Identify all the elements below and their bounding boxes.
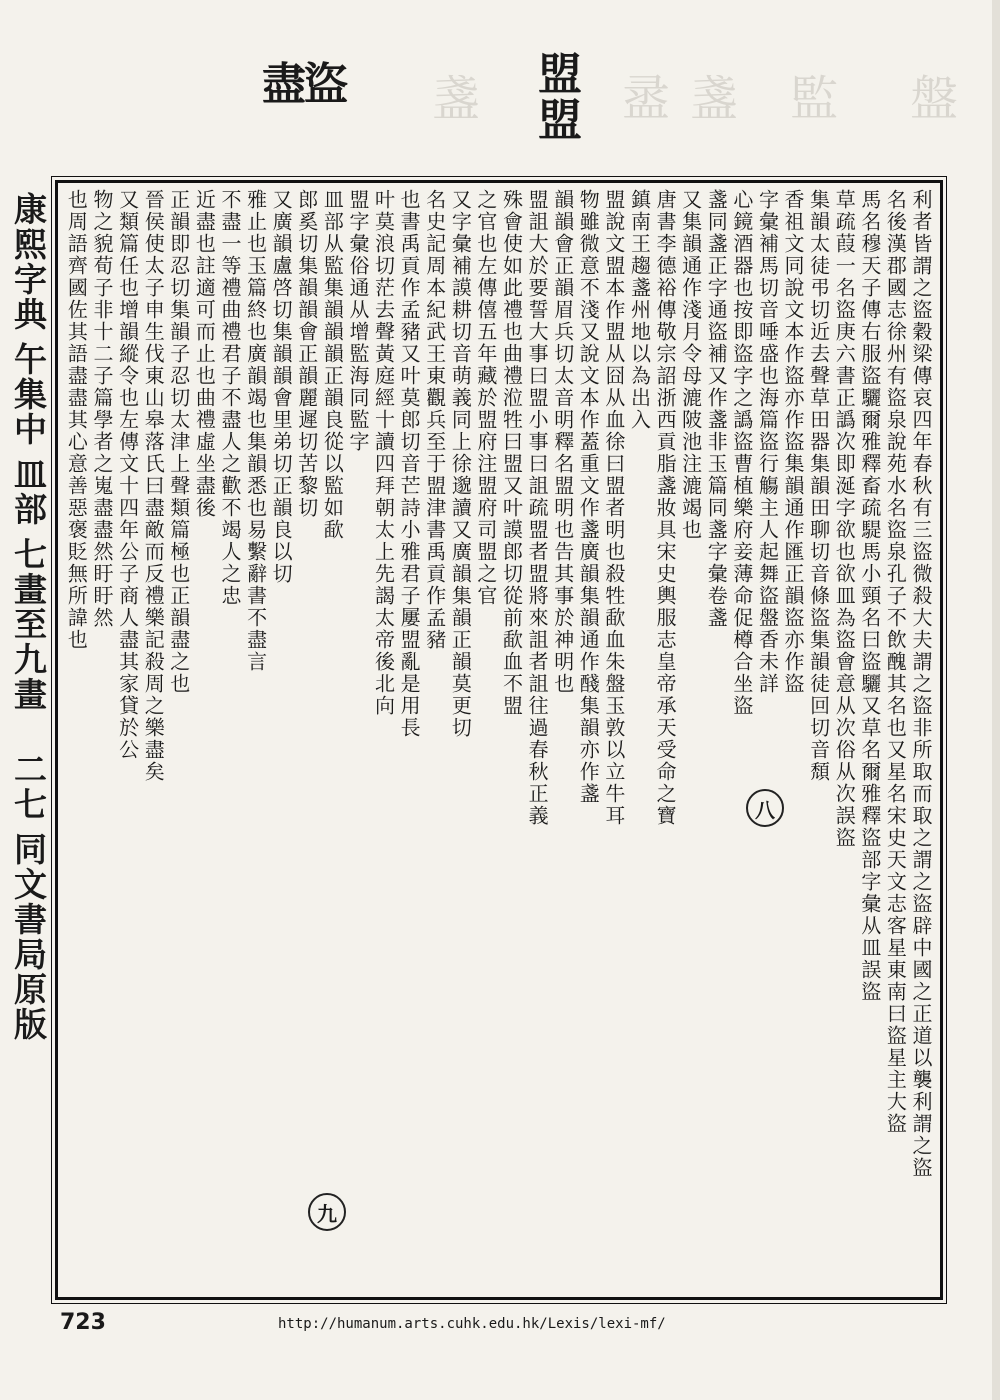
text-column: 雅止也玉篇終也廣韻竭也集韻悉也易繫辭書不盡言: [243, 189, 268, 673]
text-column: 集韻太徒弔切近去聲草田器集韻田聊切音條盜集韻徒回切音頹: [806, 189, 831, 783]
text-column: 草疏葭一名盜庚六書正譌次即涎字欲也欲皿為盜會意从次俗从次誤盜: [832, 189, 857, 849]
text-column: 又字彙補謨耕切音萌義同上徐邈讀又廣韻集韻正韻莫更切: [448, 189, 473, 739]
text-column: 名史記周本紀武王東觀兵至于盟津書禹貢作孟豬: [422, 189, 447, 651]
text-column: 盟詛大於要誓大事曰盟小事曰詛疏盟者盟將來詛者詛往過春秋正義: [525, 189, 550, 827]
text-columns: [64, 189, 934, 1291]
text-column: 晉侯使太子申生伐東山皋落氏曰盡敵而反禮樂記殺周之樂盡矣: [141, 189, 166, 783]
text-column: 皿部从監集韻韻韻正韻良從以監如歃: [320, 189, 345, 541]
text-column: 近盡也註適可而止也曲禮虛坐盡後: [192, 189, 217, 519]
book-title: 康熙字典: [9, 192, 48, 332]
page-number: 723: [60, 1310, 106, 1335]
margin-title: [4, 192, 52, 1252]
text-column: 鎮南王趨盞州地以為出入: [627, 189, 652, 431]
radical-name: 皿部: [9, 457, 48, 527]
text-column: 盟說文盟本作盟从囧从血徐曰盟者明也殺牲歃血朱盤玉敦以立牛耳: [601, 189, 626, 827]
text-frame: [55, 180, 943, 1300]
text-column: 香祖文同說文本作盜亦作盜集韻通作匯正韻盜亦作盜: [781, 189, 806, 695]
text-column: 也書禹貢作孟豬又叶莫郎切音芒詩小雅君子屢盟亂是用長: [397, 189, 422, 739]
text-column: 盟字彙俗通从增監海同監字: [345, 189, 370, 453]
collection-part: 午集中: [9, 342, 48, 447]
text-column: 郎奚切集韻韻會正韻麗遲切苦黎切: [294, 189, 319, 519]
page-number-cn: 二七: [9, 752, 48, 822]
stroke-marker: 九: [308, 1193, 346, 1231]
ghost-seal-5: 盤: [910, 71, 959, 127]
text-column: 也周語齊國佐其語盡盡其心意善惡褒貶無所諱也: [64, 189, 89, 651]
text-column: 又類篇任也增韻縱令也左傳文十四年公子商人盡其家貸於公: [115, 189, 140, 761]
text-column: 心鏡酒器也按即盜字之譌盜曹植樂府妾薄命促樽合坐盜: [729, 189, 754, 717]
ghost-seal-1: 盞: [432, 71, 481, 127]
text-column: 物雖微意不淺又說文本作蓋重文作盞廣韻集韻通作醆集韻亦作盞: [576, 189, 601, 805]
text-column: 韻韻會正韻眉兵切太音明釋名盟明也告其事於神明也: [550, 189, 575, 695]
text-column: 唐書李德裕傳敬宗詔浙西貢脂盞妝具宋史輿服志皇帝承天受命之寶: [653, 189, 678, 827]
text-column: 又廣韻盧啓切集韻韻會里弟切正韻良以切: [269, 189, 294, 585]
publisher: 同文書局原版: [9, 832, 48, 1042]
ghost-seal-3: 盞: [690, 71, 739, 127]
stroke-marker: 八: [746, 789, 784, 827]
seal-header-left: [262, 59, 346, 110]
ghost-seal-2: 盝: [622, 71, 671, 127]
text-column: 之官也左傳僖五年藏於盟府注盟府司盟之官: [473, 189, 498, 607]
text-column: 馬名穆天子傳右服盜驪爾雅釋畜疏騠馬小頸名曰盜驪又草名爾雅釋盜部字彙从皿誤盜: [857, 189, 882, 1003]
text-column: 不盡一等禮曲禮君子不盡人之歡不竭人之忠: [217, 189, 242, 607]
text-column: 名後漢郡國志徐州有盜泉說苑水名盜泉孔子不飲醜其名也又星名宋史天文志客星東南曰盜星主大盜: [883, 189, 908, 1135]
page-edge: [992, 0, 1000, 1400]
ghost-seal-4: 監: [790, 71, 839, 127]
seal-header-right: [538, 49, 580, 147]
seal-glyph: 盟: [538, 49, 580, 100]
text-column: 殊會使如此禮也曲禮涖牲曰盟又叶謨郎切從前歃血不盟: [499, 189, 524, 717]
stroke-range: 七畫至九畫: [9, 537, 48, 712]
seal-glyph: 盡: [262, 59, 304, 110]
text-column: 正韻即忍切集韻子忍切太津上聲類篇極也正韻盡之也: [166, 189, 191, 695]
text-column: 字彙補馬切音唾盛也海篇盜行觴主人起舞盜盤香未詳: [755, 189, 780, 695]
text-column: 又集韻通作淺月令母漉陂池注漉竭也: [678, 189, 703, 541]
text-column: 盞同盞正字通盜補又作盞非玉篇同盞字彙卷盞: [704, 189, 729, 629]
seal-glyph: 盟: [538, 95, 580, 147]
seal-glyph: 盜: [304, 59, 346, 110]
source-url[interactable]: http://humanum.arts.cuhk.edu.hk/Lexis/lexi-mf/: [278, 1316, 666, 1332]
text-column: 利者皆謂之盜穀梁傳哀四年春秋有三盜微殺大夫謂之盜非所取而取之謂之盜辟中國之正道以襲利謂之盜: [909, 189, 933, 1179]
text-column: 物之貌荀子非十二子篇學者之嵬盡盡然盱盱然: [90, 189, 114, 629]
text-column: 叶莫浪切茫去聲黃庭經十讀四拜朝太上先謁太帝後北向: [371, 189, 396, 717]
